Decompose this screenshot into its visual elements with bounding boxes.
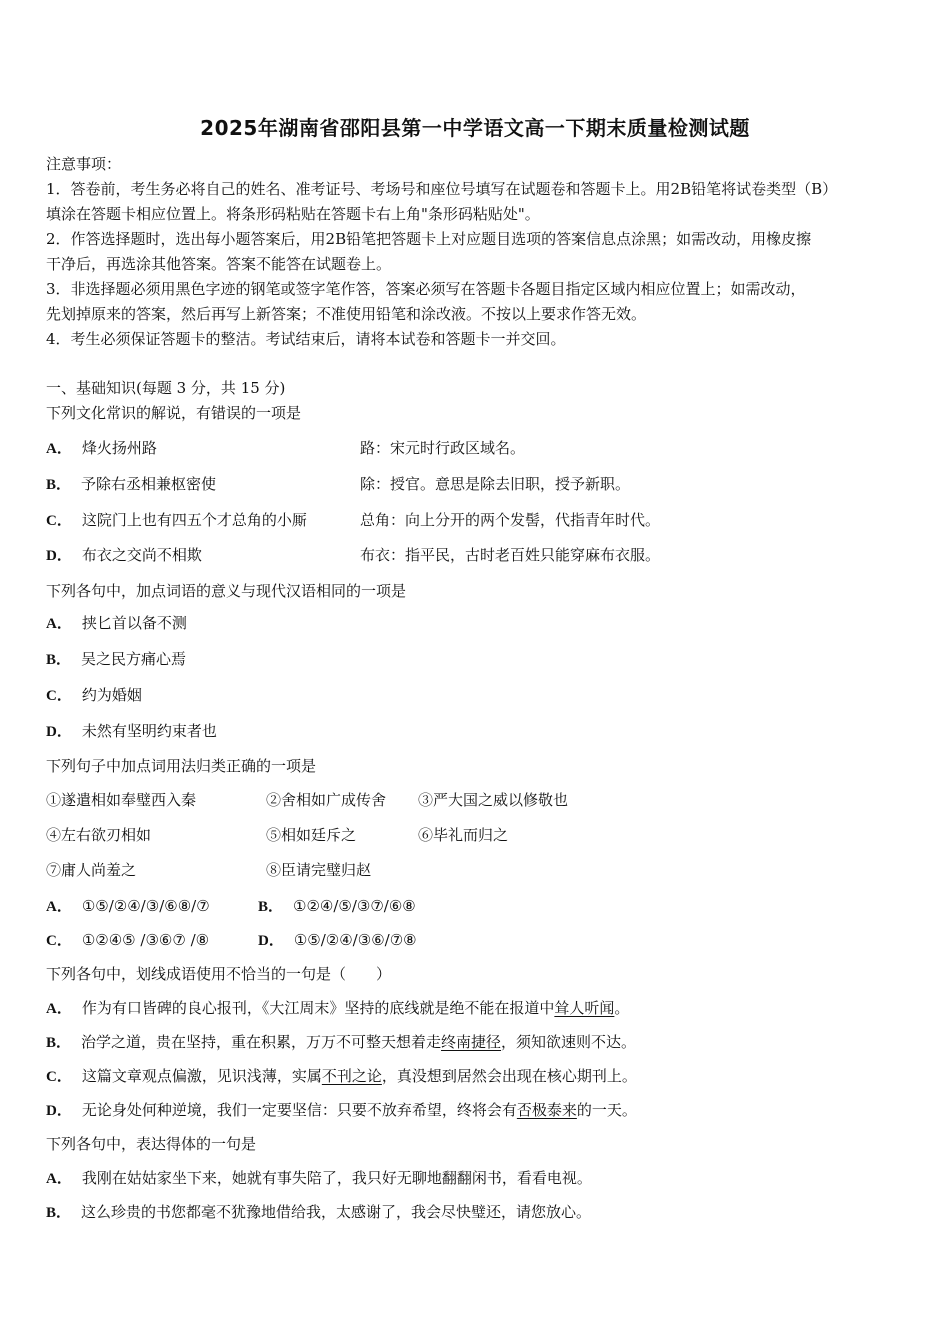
option-letter: A． (46, 441, 72, 457)
section-heading: 一、基础知识(每题 3 分，共 15 分) (46, 379, 286, 397)
option-text: 这么珍贵的书您都毫不犹豫地借给我，太感谢了，我会尽快璧还，请您放心。 (81, 1203, 592, 1221)
option-row (46, 1065, 637, 1086)
option-text: 我刚在姑姑家坐下来，她就有事失陪了，我只好无聊地翻翻闲书，看看电视。 (81, 1169, 592, 1187)
option-letter: B． (46, 1035, 72, 1051)
notice-line: 3．非选择题必须用黑色字迹的钢笔或签字笔作答，答案必须写在答题卡各题目指定区域内相应位置上；如需改动， (46, 280, 806, 298)
option-letter: D． (46, 1103, 72, 1119)
option-text: 未然有坚明约束者也 (81, 722, 217, 740)
option-row (46, 929, 209, 950)
option-text: 布衣之交尚不相欺 (81, 546, 202, 564)
option-row (46, 509, 307, 530)
option-row (46, 437, 157, 458)
notice-line: 干净后，再选涂其他答案。答案不能答在试题卷上。 (46, 255, 392, 273)
option-row (46, 1167, 592, 1188)
question-stem: 下列各句中，加点词语的意义与现代汉语相同的一项是 (46, 582, 407, 600)
sentence-item: ④左右欲刃相如 (46, 826, 152, 844)
underlined-idiom: 否极泰来 (516, 1101, 577, 1119)
question-stem: 下列各句中，划线成语使用不恰当的一句是（ ） (46, 965, 392, 983)
option-letter: D． (46, 548, 72, 564)
option-text: 作为有口皆碑的良心报刊，《大江周末》坚持的底线就是绝不能在报道中 (81, 999, 555, 1017)
notice-line: 先划掉原来的答案，然后再写上新答案；不准使用铅笔和涂改液。不按以上要求作答无效。 (46, 305, 647, 323)
option-note: 路：宋元时行政区域名。 (360, 439, 526, 457)
option-row (46, 648, 186, 669)
sentence-item: ③严大国之威以修敬也 (418, 791, 569, 809)
option-text: ①⑤/②④/③⑥/⑦⑧ (293, 931, 417, 949)
option-letter: A． (46, 899, 72, 915)
sentence-item: ⑤相如廷斥之 (266, 826, 357, 844)
option-letter: C． (46, 513, 72, 529)
option-row (46, 1099, 637, 1120)
question-stem: 下列句子中加点词用法归类正确的一项是 (46, 757, 317, 775)
notice-line: 2．作答选择题时，选出每小题答案后，用2B铅笔把答题卡上对应题目选项的答案信息点涂黑；如需改动，用橡皮擦 (46, 230, 812, 248)
option-row (46, 1201, 591, 1222)
sentence-item: ①遂遣相如奉璧西入秦 (46, 791, 197, 809)
option-note: 除：授官。意思是除去旧职，授予新职。 (360, 475, 631, 493)
option-text: ①②④⑤ /③⑥⑦ /⑧ (81, 931, 210, 949)
option-row (258, 929, 417, 950)
option-text: 烽火扬州路 (81, 439, 157, 457)
option-row (46, 684, 142, 705)
option-letter: C． (46, 1069, 72, 1085)
option-row (46, 895, 210, 916)
option-row (46, 612, 187, 633)
option-letter: B． (46, 652, 72, 668)
option-row (258, 895, 416, 916)
option-letter: B． (258, 899, 284, 915)
sentence-item: ⑦庸人尚羞之 (46, 861, 137, 879)
notice-line: 填涂在答题卡相应位置上。将条形码粘贴在答题卡右上角"条形码粘贴处"。 (46, 205, 540, 223)
option-note: 总角：向上分开的两个发髻，代指青年时代。 (360, 511, 661, 529)
option-row (46, 473, 216, 494)
option-row (46, 544, 202, 565)
option-text: 这院门上也有四五个才总角的小厮 (81, 511, 307, 529)
option-text: 的一天。 (576, 1101, 637, 1119)
option-text: ①②④/⑤/③⑦/⑥⑧ (293, 897, 416, 915)
option-letter: D． (46, 724, 72, 740)
option-row (46, 997, 629, 1018)
option-letter: A． (46, 1001, 72, 1017)
option-text: 治学之道，贵在坚持，重在积累，万万不可整天想着走 (81, 1033, 442, 1051)
question-stem: 下列各句中，表达得体的一句是 (46, 1135, 257, 1153)
notice-heading: 注意事项： (46, 155, 122, 173)
option-letter: D． (258, 933, 284, 949)
option-text: ①⑤/②④/③/⑥⑧/⑦ (81, 897, 210, 915)
notice-line: 1．答卷前，考生务必将自己的姓名、准考证号、考场号和座位号填写在试题卷和答题卡上。用2B铅笔将试卷类型（B） (46, 180, 838, 198)
option-letter: C． (46, 933, 72, 949)
option-letter: B． (46, 477, 72, 493)
notice-line: 4．考生必须保证答题卡的整洁。考试结束后，请将本试卷和答题卡一并交回。 (46, 330, 566, 348)
option-row (46, 1031, 636, 1052)
option-letter: C． (46, 688, 72, 704)
option-text: 约为婚姻 (81, 686, 142, 704)
option-text: ，真没想到居然会出现在核心期刊上。 (381, 1067, 637, 1085)
underlined-idiom: 耸人听闻 (554, 999, 615, 1017)
option-text: 无论身处何种逆境，我们一定要坚信：只要不放弃希望，终将会有 (81, 1101, 517, 1119)
sentence-item: ②舍相如广成传舍 (266, 791, 387, 809)
option-text: 吴之民方痛心焉 (81, 650, 187, 668)
sentence-item: ⑧臣请完璧归赵 (266, 861, 372, 879)
option-text: 予除右丞相兼枢密使 (81, 475, 217, 493)
underlined-idiom: 不刊之论 (321, 1067, 382, 1085)
option-text: 挟匕首以备不测 (81, 614, 187, 632)
underlined-idiom: 终南捷径 (441, 1033, 502, 1051)
option-letter: A． (46, 616, 72, 632)
option-text: ，须知欲速则不达。 (501, 1033, 637, 1051)
option-row (46, 720, 217, 741)
option-letter: B． (46, 1205, 72, 1221)
option-text: 。 (614, 999, 630, 1017)
option-letter: A． (46, 1171, 72, 1187)
option-text: 这篇文章观点偏激，见识浅薄，实属 (81, 1067, 322, 1085)
option-note: 布衣：指平民，古时老百姓只能穿麻布衣服。 (360, 546, 661, 564)
question-stem: 下列文化常识的解说，有错误的一项是 (46, 404, 302, 422)
sentence-item: ⑥毕礼而归之 (418, 826, 509, 844)
page-title: 2025年湖南省邵阳县第一中学语文高一下期末质量检测试题 (200, 116, 750, 140)
